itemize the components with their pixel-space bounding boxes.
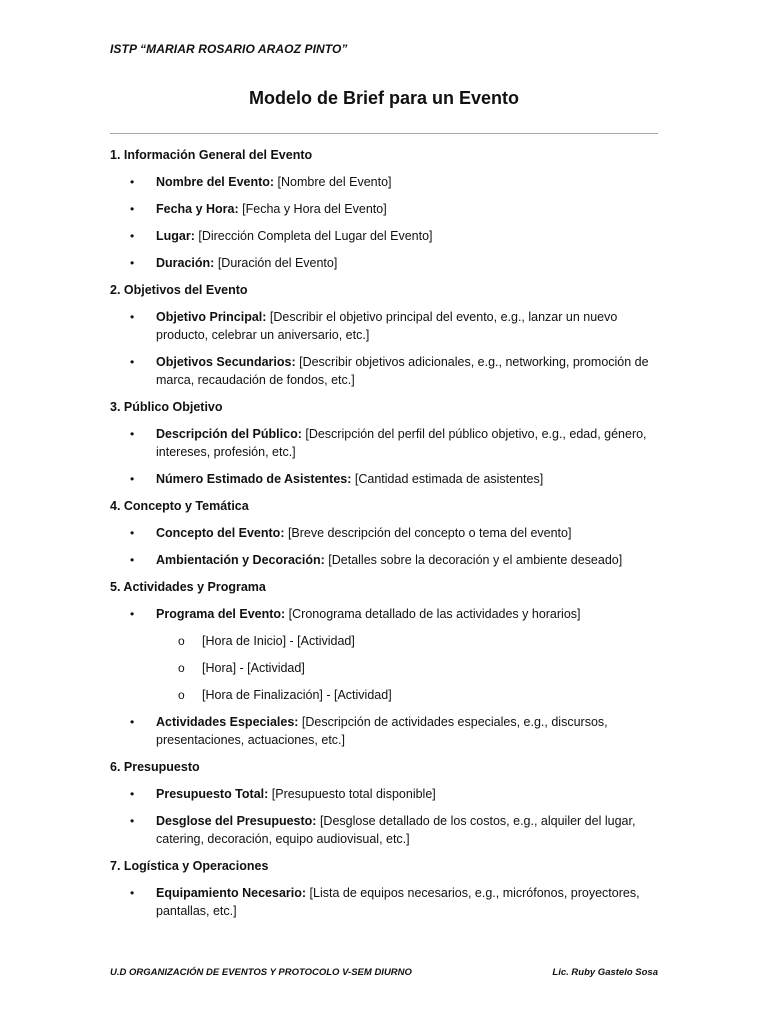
list-item — [110, 308, 665, 344]
item-text: [Dirección Completa del Lugar del Evento] — [194, 229, 433, 243]
item-label: Desglose del Presupuesto: — [156, 814, 317, 828]
bullet-icon: • — [130, 472, 135, 486]
sub-item-text: [Hora] - [Actividad] — [202, 661, 305, 675]
item-label: Fecha y Hora: — [156, 202, 239, 216]
bullet-icon: • — [130, 787, 135, 801]
item-text: [Describir objetivos adicionales, e.g., networking, promoción de marca, recaudación de fondos, etc.] — [156, 355, 649, 387]
list-item — [110, 785, 665, 803]
sub-list-item — [156, 659, 665, 677]
item-text: [Cantidad estimada de asistentes] — [351, 472, 544, 486]
circle-bullet-icon: o — [178, 634, 185, 648]
item-label: Número Estimado de Asistentes: — [156, 472, 352, 486]
list-item — [110, 884, 665, 920]
item-label: Objetivos Secundarios: — [156, 355, 296, 369]
bullet-icon: • — [130, 310, 135, 324]
item-text: [Descripción de actividades especiales, e.g., discursos, presentaciones, actuaciones, etc.] — [156, 715, 608, 747]
document-body — [110, 146, 665, 929]
section-heading: 1. Información General del Evento — [110, 148, 313, 162]
item-text: [Lista de equipos necesarios, e.g., micrófonos, proyectores, pantallas, etc.] — [156, 886, 640, 918]
footer-author: Lic. Ruby Gastelo Sosa — [552, 967, 658, 978]
section-heading: 7. Logística y Operaciones — [110, 859, 269, 873]
item-label: Actividades Especiales: — [156, 715, 299, 729]
list-item — [110, 227, 665, 245]
item-label: Objetivo Principal: — [156, 310, 267, 324]
item-label: Duración: — [156, 256, 215, 270]
item-label: Ambientación y Decoración: — [156, 553, 325, 567]
section-list — [110, 785, 665, 848]
list-item — [110, 173, 665, 191]
list-item — [110, 470, 665, 488]
item-text: [Desglose detallado de los costos, e.g., alquiler del lugar, catering, decoración, equipo audiovisual, etc.] — [156, 814, 636, 846]
list-item — [110, 812, 665, 848]
item-label: Presupuesto Total: — [156, 787, 269, 801]
item-text: [Breve descripción del concepto o tema del evento] — [284, 526, 572, 540]
circle-bullet-icon: o — [178, 688, 185, 702]
item-text: [Cronograma detallado de las actividades y horarios] — [285, 607, 581, 621]
item-label: Descripción del Público: — [156, 427, 302, 441]
bullet-icon: • — [130, 526, 135, 540]
bullet-icon: • — [130, 715, 135, 729]
section-list — [110, 884, 665, 920]
bullet-icon: • — [130, 886, 135, 900]
section-heading: 2. Objetivos del Evento — [110, 283, 248, 297]
sub-item-text: [Hora de Inicio] - [Actividad] — [202, 634, 355, 648]
section-list — [110, 524, 665, 569]
list-item — [110, 353, 665, 389]
list-item — [110, 551, 665, 569]
section-list — [110, 425, 665, 488]
item-label: Lugar: — [156, 229, 195, 243]
document-title: Modelo de Brief para un Evento — [248, 88, 520, 108]
item-label: Equipamiento Necesario: — [156, 886, 307, 900]
sub-list-item — [156, 686, 665, 704]
section-list — [110, 308, 665, 389]
title-divider — [110, 133, 658, 134]
list-item — [110, 605, 665, 704]
bullet-icon: • — [130, 427, 135, 441]
list-item — [110, 200, 665, 218]
bullet-icon: • — [130, 202, 135, 216]
bullet-icon: • — [130, 256, 135, 270]
circle-bullet-icon: o — [178, 661, 185, 675]
section-heading: 4. Concepto y Temática — [110, 499, 249, 513]
list-item — [110, 524, 665, 542]
section-list — [110, 605, 665, 749]
item-text: [Fecha y Hora del Evento] — [238, 202, 387, 216]
footer-course: U.D ORGANIZACIÓN DE EVENTOS Y PROTOCOLO V-SEM DIURNO — [110, 967, 412, 978]
section-heading: 5. Actividades y Programa — [110, 580, 266, 594]
item-text: [Presupuesto total disponible] — [268, 787, 436, 801]
item-text: [Detalles sobre la decoración y el ambiente deseado] — [324, 553, 623, 567]
item-text: [Nombre del Evento] — [274, 175, 392, 189]
section-heading: 6. Presupuesto — [110, 760, 200, 774]
item-text: [Descripción del perfil del público objetivo, e.g., edad, género, intereses, profesión, etc.] — [156, 427, 647, 459]
list-item — [110, 254, 665, 272]
sub-item-text: [Hora de Finalización] - [Actividad] — [202, 688, 392, 702]
item-label: Concepto del Evento: — [156, 526, 285, 540]
bullet-icon: • — [130, 607, 135, 621]
bullet-icon: • — [130, 229, 135, 243]
item-text: [Duración del Evento] — [214, 256, 338, 270]
item-text: [Describir el objetivo principal del evento, e.g., lanzar un nuevo producto, celebrar un aniversario, etc.] — [156, 310, 618, 342]
bullet-icon: • — [130, 814, 135, 828]
list-item — [110, 713, 665, 749]
bullet-icon: • — [130, 175, 135, 189]
section-heading: 3. Público Objetivo — [110, 400, 223, 414]
list-item — [110, 425, 665, 461]
sub-list-item — [156, 632, 665, 650]
section-list — [110, 173, 665, 272]
bullet-icon: • — [130, 553, 135, 567]
item-label: Nombre del Evento: — [156, 175, 275, 189]
bullet-icon: • — [130, 355, 135, 369]
item-label: Programa del Evento: — [156, 607, 286, 621]
sub-list — [156, 632, 665, 704]
header-institution: ISTP “MARIAR ROSARIO ARAOZ PINTO” — [110, 42, 348, 56]
